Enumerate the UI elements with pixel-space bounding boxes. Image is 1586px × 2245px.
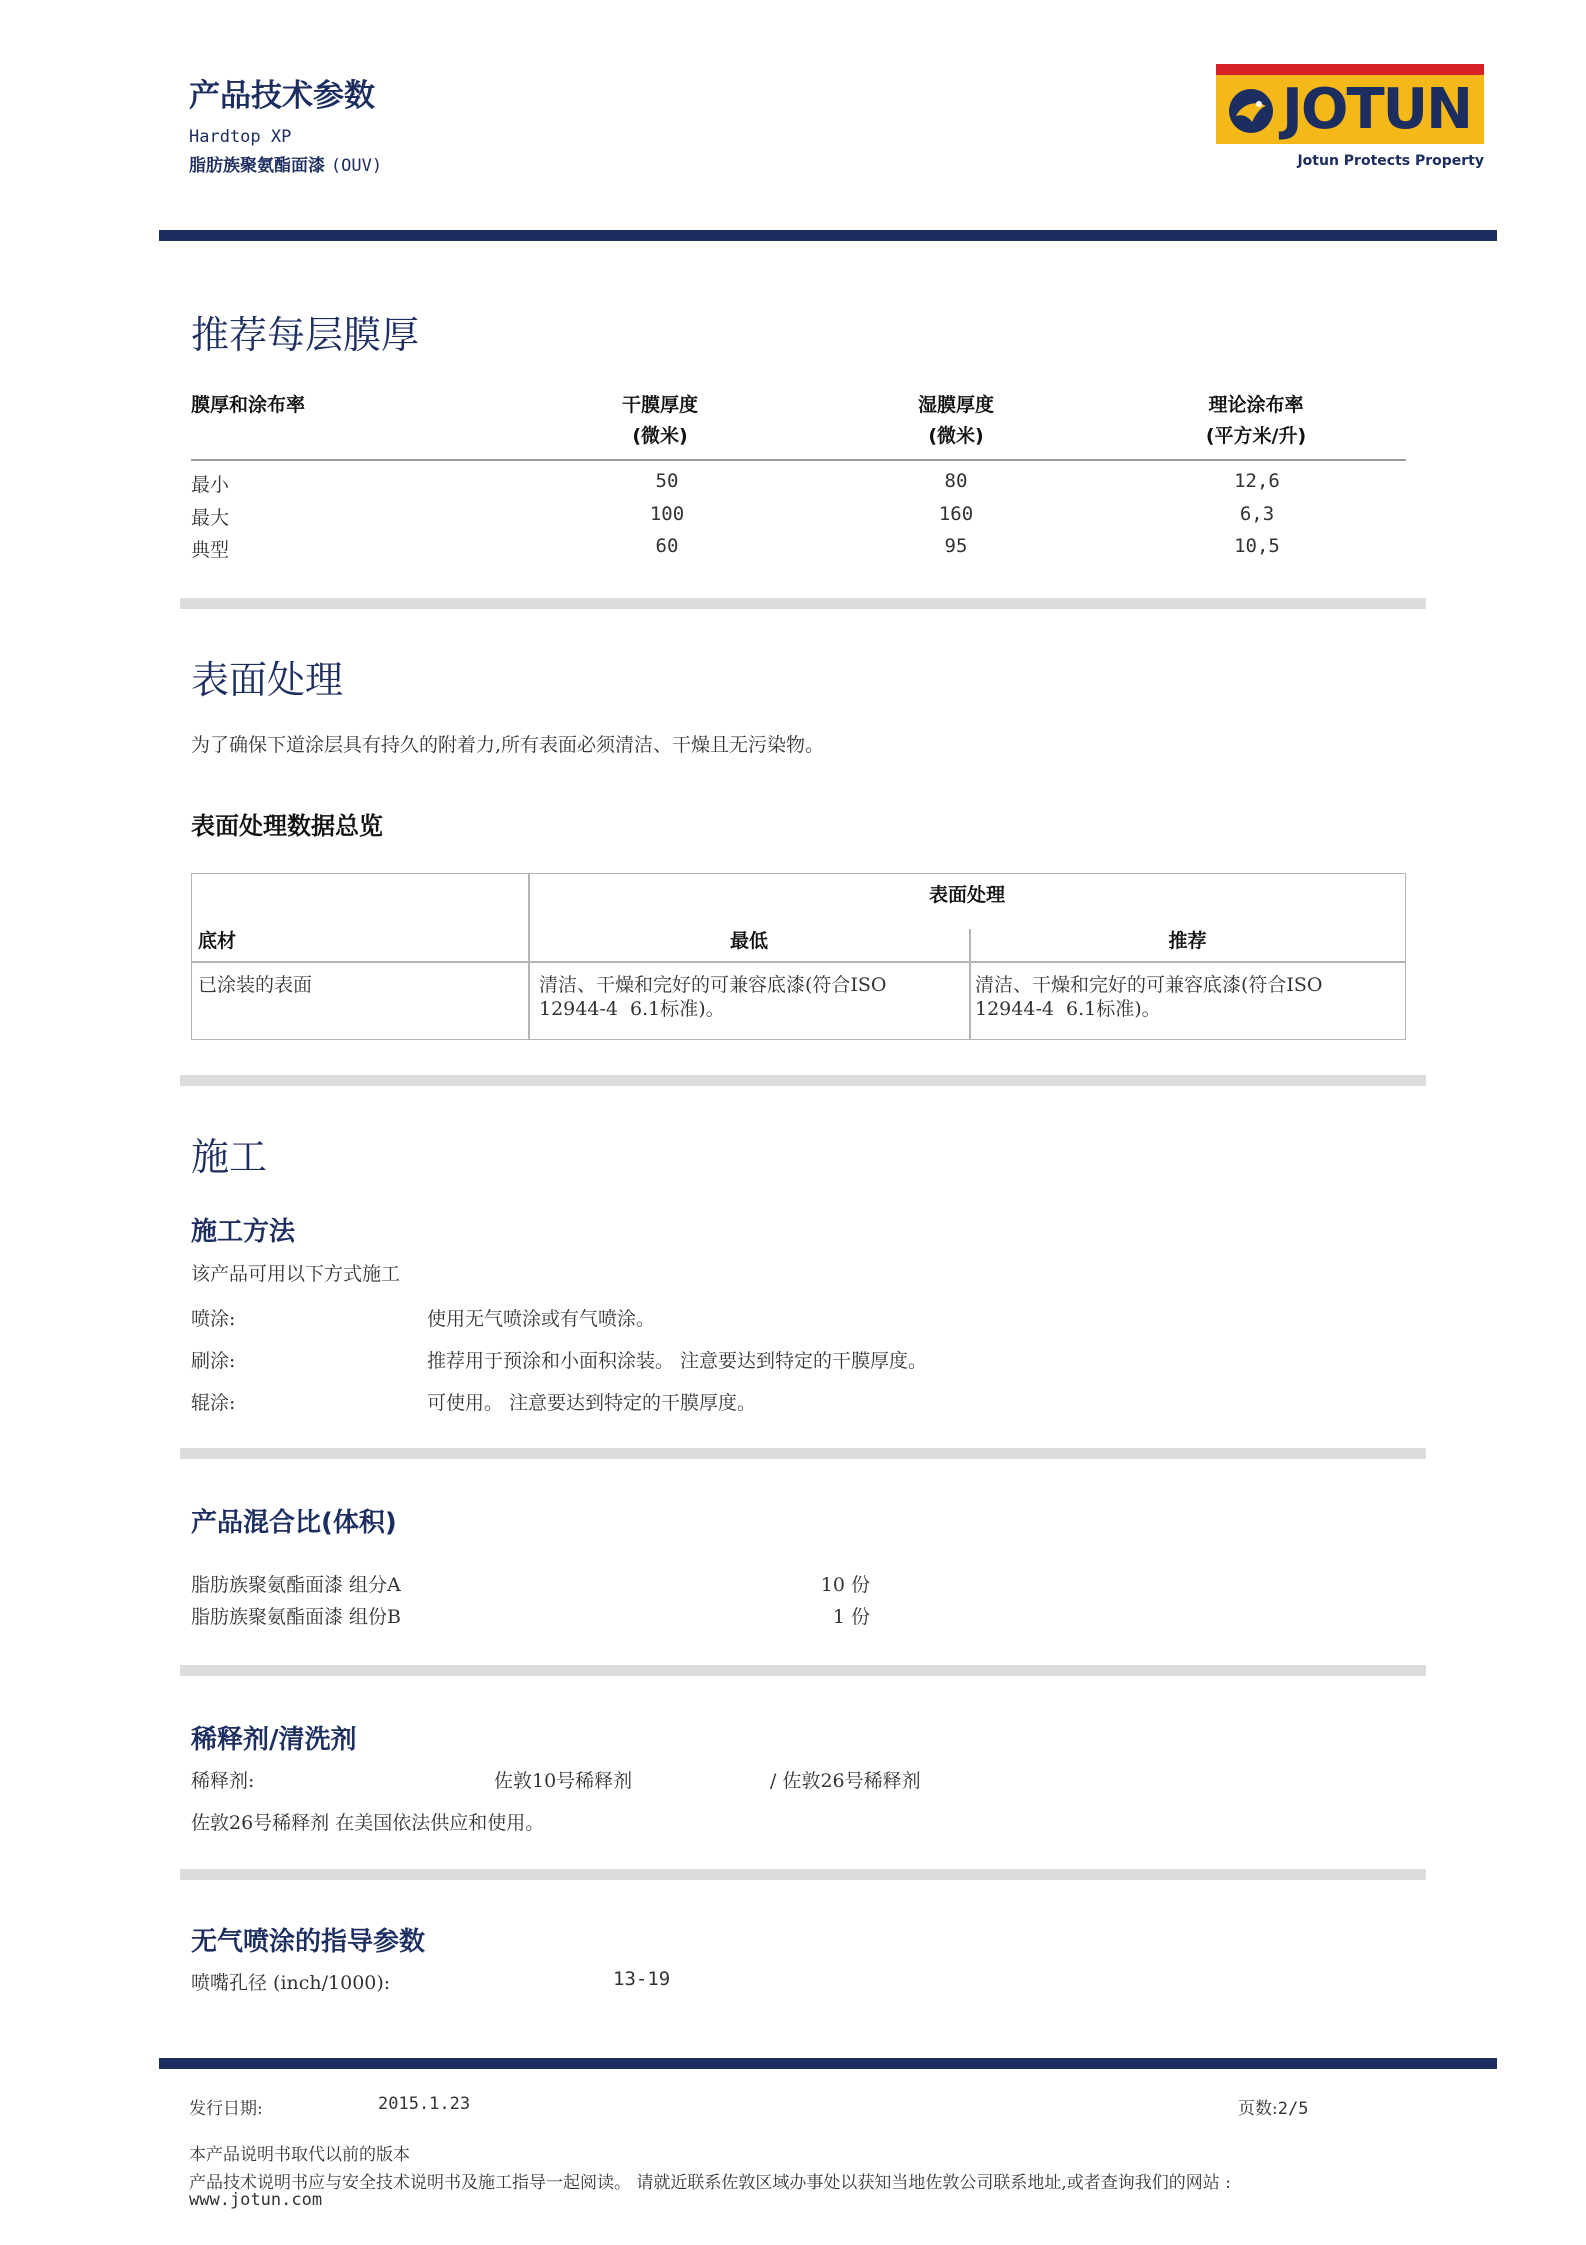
section-divider — [180, 1665, 1426, 1676]
method-value: 使用无气喷涂或有气喷涂。 — [427, 1308, 656, 1330]
surface-row-rec — [975, 973, 1400, 1021]
airless-value: 13-19 — [613, 1968, 671, 1990]
surface-col-rec: 推荐 — [1168, 930, 1207, 952]
surface-row-min-line1: 清洁、干燥和完好的可兼容底漆(符合ISO — [539, 974, 887, 996]
film-row-rate: 12,6 — [1234, 470, 1280, 492]
film-row-wft: 80 — [944, 470, 968, 492]
jotun-logo — [1216, 64, 1484, 144]
application-section-title: 施工 — [191, 1135, 268, 1179]
surface-row-rec-line1: 清洁、干燥和完好的可兼容底漆(符合ISO — [975, 974, 1323, 996]
application-method-intro: 该产品可用以下方式施工 — [191, 1263, 401, 1285]
film-col-header-rate — [1136, 390, 1376, 452]
product-name: Hardtop XP — [189, 127, 292, 147]
section-divider — [180, 1075, 1426, 1086]
airless-label: 喷嘴孔径 (inch/1000): — [191, 1972, 391, 1994]
surface-row-min — [539, 973, 964, 1021]
film-col-wft-line2: (微米) — [928, 425, 984, 447]
mixing-row-label: 脂肪族聚氨酯面漆 组份B — [191, 1606, 402, 1628]
product-description — [189, 151, 382, 176]
table-hline — [192, 961, 1405, 963]
film-col-header-wft — [856, 390, 1056, 452]
method-value: 推荐用于预涂和小面积涂装。 注意要达到特定的干膜厚度。 — [427, 1350, 928, 1372]
footer-page — [1238, 2094, 1308, 2119]
film-row-wft: 160 — [938, 503, 974, 525]
method-label: 喷涂: — [191, 1308, 236, 1330]
mixing-title: 产品混合比(体积) — [191, 1508, 397, 1538]
film-col-rate-line2: (平方米/升) — [1205, 425, 1307, 447]
film-header-rule — [191, 459, 1406, 461]
film-row-label: 最大 — [191, 507, 230, 529]
thinner-title: 稀释剂/清洗剂 — [191, 1725, 357, 1755]
surface-col-substrate: 底材 — [198, 930, 237, 952]
logo-wordmark: JOTUN — [1282, 77, 1471, 142]
surface-row-substrate: 已涂装的表面 — [198, 974, 313, 996]
section-divider — [180, 598, 1426, 609]
surface-table — [191, 873, 1406, 1040]
airless-title: 无气喷涂的指导参数 — [191, 1927, 426, 1957]
method-label: 刷涂: — [191, 1350, 236, 1372]
footer-divider — [159, 2058, 1497, 2069]
surface-summary-title: 表面处理数据总览 — [191, 812, 383, 840]
thinner-label: 稀释剂: — [191, 1770, 255, 1792]
surface-col-min: 最低 — [729, 930, 768, 952]
film-row-dft: 60 — [655, 535, 679, 557]
logo-whale-icon — [1226, 86, 1276, 136]
footer-website-link[interactable]: www.jotun.com — [189, 2190, 323, 2210]
film-row-rate: 6,3 — [1239, 503, 1275, 525]
film-col-header-0: 膜厚和涂布率 — [191, 394, 306, 416]
film-section-title: 推荐每层膜厚 — [191, 313, 420, 357]
footer-page-label: 页数: — [1238, 2099, 1278, 2119]
film-row-dft: 50 — [655, 470, 679, 492]
footer-notice: 产品技术说明书应与安全技术说明书及施工指导一起阅读。 请就近联系佐敦区域办事处以获知当地佐敦公司联系地址,或者查询我们的网站 : — [189, 2173, 1231, 2193]
surface-group-header: 表面处理 — [928, 884, 1005, 906]
logo-red-bar — [1216, 64, 1484, 75]
method-value: 可使用。 注意要达到特定的干膜厚度。 — [427, 1392, 757, 1414]
mixing-row-value: 10 份 — [820, 1574, 870, 1596]
method-label: 辊涂: — [191, 1392, 236, 1414]
film-col-rate-line1: 理论涂布率 — [1208, 394, 1304, 416]
footer-date-label: 发行日期: — [189, 2099, 263, 2119]
surface-row-rec-line2: 12944-4 6.1标准)。 — [975, 998, 1161, 1020]
film-row-wft: 95 — [944, 535, 968, 557]
mixing-row-label: 脂肪族聚氨酯面漆 组分A — [191, 1574, 401, 1596]
surface-intro: 为了确保下道涂层具有持久的附着力,所有表面必须清洁、干燥且无污染物。 — [191, 734, 825, 756]
section-divider — [180, 1448, 1426, 1459]
product-description-text: 脂肪族聚氨酯面漆 — [189, 156, 325, 176]
surface-section-title: 表面处理 — [191, 658, 344, 702]
thinner-note: 佐敦26号稀释剂 在美国依法供应和使用。 — [191, 1812, 545, 1834]
footer-supersede: 本产品说明书取代以前的版本 — [189, 2145, 410, 2165]
mixing-row-value: 1 份 — [832, 1606, 870, 1628]
film-row-rate: 10,5 — [1234, 535, 1280, 557]
film-col-dft-line1: 干膜厚度 — [621, 394, 698, 416]
film-row-dft: 100 — [649, 503, 685, 525]
footer-page-value: 2/5 — [1277, 2099, 1309, 2119]
surface-row-min-line2: 12944-4 6.1标准)。 — [539, 998, 725, 1020]
thinner-value-1: 佐敦10号稀释剂 — [494, 1770, 633, 1792]
film-row-label: 典型 — [191, 539, 230, 561]
document-title: 产品技术参数 — [189, 78, 375, 114]
product-code: (OUV) — [330, 156, 383, 176]
thinner-value-2: / 佐敦26号稀释剂 — [770, 1770, 921, 1792]
footer-date-value: 2015.1.23 — [378, 2094, 471, 2114]
film-col-header-dft — [560, 390, 760, 452]
section-divider — [180, 1869, 1426, 1880]
film-col-wft-line1: 湿膜厚度 — [917, 394, 994, 416]
header-divider — [159, 230, 1497, 241]
logo-tagline: Jotun Protects Property — [1297, 153, 1484, 169]
film-col-dft-line2: (微米) — [632, 425, 688, 447]
application-method-title: 施工方法 — [191, 1217, 296, 1247]
film-row-label: 最小 — [191, 474, 230, 496]
